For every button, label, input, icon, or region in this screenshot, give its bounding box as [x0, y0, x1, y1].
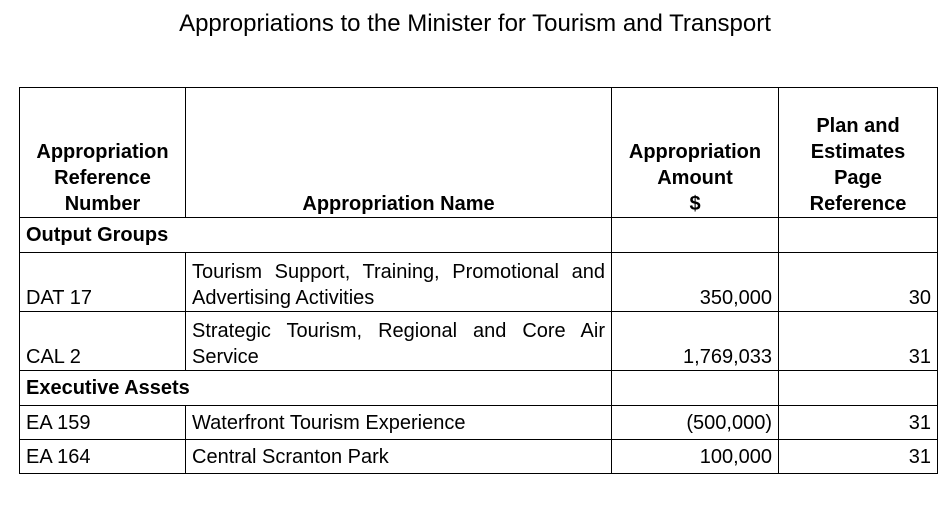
name-cell: Strategic Tourism, Regional and Core Air Service [186, 312, 612, 371]
group-row-output-groups [20, 218, 938, 253]
group-label: Executive Assets [20, 371, 612, 406]
reference-cell: DAT 17 [20, 253, 186, 312]
header-reference-number: Appropriation Reference Number [20, 88, 186, 218]
page-cell: 31 [779, 406, 938, 440]
page-cell: 31 [779, 312, 938, 371]
amount-cell: 1,769,033 [612, 312, 779, 371]
table-row [20, 312, 938, 371]
name-cell: Central Scranton Park [186, 440, 612, 474]
amount-cell: (500,000) [612, 406, 779, 440]
page-cell: 30 [779, 253, 938, 312]
group-label: Output Groups [20, 218, 612, 253]
reference-cell: EA 159 [20, 406, 186, 440]
name-cell: Tourism Support, Training, Promotional and Advertising Activities [186, 253, 612, 312]
header-appropriation-amount: Appropriation Amount $ [612, 88, 779, 218]
table-row [20, 406, 938, 440]
table-header-row [20, 88, 938, 218]
group-amount-cell [612, 218, 779, 253]
name-cell: Waterfront Tourism Experience [186, 406, 612, 440]
header-appropriation-name: Appropriation Name [186, 88, 612, 218]
group-page-cell [779, 371, 938, 406]
reference-cell: EA 164 [20, 440, 186, 474]
group-amount-cell [612, 371, 779, 406]
amount-cell: 100,000 [612, 440, 779, 474]
group-row-executive-assets [20, 371, 938, 406]
page-title: Appropriations to the Minister for Tourism and Transport [179, 10, 771, 37]
header-page-reference: Plan and Estimates Page Reference [779, 88, 938, 218]
page-cell: 31 [779, 440, 938, 474]
group-page-cell [779, 218, 938, 253]
table-row [20, 253, 938, 312]
reference-cell: CAL 2 [20, 312, 186, 371]
table-row [20, 440, 938, 474]
amount-cell: 350,000 [612, 253, 779, 312]
appropriations-table [19, 87, 938, 474]
